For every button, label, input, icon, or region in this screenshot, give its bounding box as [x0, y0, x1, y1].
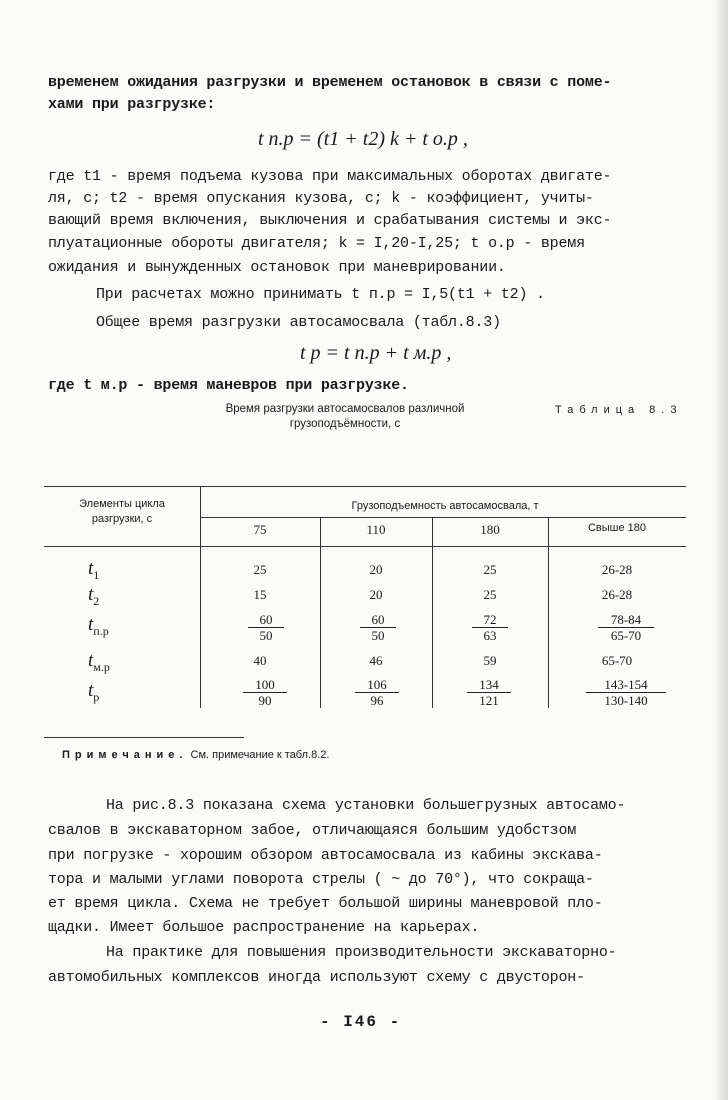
column-header: 110 — [366, 522, 386, 537]
table-cell: 25 — [253, 562, 267, 577]
table-cell: 26-28 — [601, 587, 633, 602]
text-line: свалов в экскаваторном забое, отличающаяся большим удобстзом — [48, 822, 577, 839]
header-text: Элементы цикла — [79, 498, 165, 510]
table-title — [160, 402, 530, 432]
table-title-line: грузоподъёмности, с — [289, 418, 401, 430]
row-label-t1: $t_1$ — [88, 558, 100, 582]
text-line: где t м.р - время маневров при разгрузке. — [48, 377, 409, 394]
table-title-line: Время разгрузки автосамосвалов различной — [225, 403, 465, 415]
table-col-rule — [548, 517, 549, 708]
table-cell: 40 — [253, 653, 267, 668]
text-line: временем ожидания разгрузки и временем остановок в связи с поме- — [48, 74, 612, 91]
text-line: ля, с; t2 - время опускания кузова, с; k - коэффициент, учиты- — [48, 190, 594, 207]
table-header-rule — [44, 546, 686, 547]
text-line: Общее время разгрузки автосамосвала (табл.8.3) — [96, 314, 501, 331]
page-edge-shadow — [714, 0, 728, 1100]
row-label-tr: $t_р$ — [88, 680, 100, 704]
table-fraction-cell: $\frac{134}{121}$ — [467, 677, 511, 708]
table-caption: Таблица 8.3 — [555, 404, 683, 416]
table-cell: 25 — [483, 587, 497, 602]
table-col-rule — [200, 486, 201, 708]
table-header-elements — [48, 497, 196, 527]
formula-text: t п.р = (t1 + t2) k + t о.р , — [258, 128, 468, 150]
table-cell: 15 — [253, 587, 267, 602]
table-col-rule — [432, 517, 433, 708]
text-line: автомобильных комплексов иногда используют схему с двусторон- — [48, 969, 585, 986]
table-cell: 20 — [369, 587, 383, 602]
note-text: См. примечание к табл.8.2. — [190, 749, 330, 761]
column-header: Свыше 180 — [587, 522, 647, 534]
row-label-tmr: $t_{м.р}$ — [88, 650, 110, 674]
table-fraction-cell: $\frac{72}{63}$ — [472, 612, 508, 643]
text-line: ет время цикла. Схема не требует большой ширины маневровой пло- — [48, 895, 603, 912]
table-top-rule — [44, 486, 686, 487]
table-note — [62, 749, 329, 761]
text-line: хами при разгрузке: — [48, 96, 216, 113]
text-line: щадки. Имеет большое распространение на карьерах. — [48, 919, 480, 936]
table-header-group: Грузоподъемность автосамосвала, т — [351, 500, 539, 512]
formula-unloading-time — [258, 128, 468, 151]
table-cell: 59 — [483, 653, 497, 668]
text-line: плуатационные обороты двигателя; k = I,20-I,25; t о.р - время — [48, 235, 585, 252]
text-line: На рис.8.3 показана схема установки большегрузных автосамо- — [106, 797, 626, 814]
table-fraction-cell: $\frac{78-84}{65-70}$ — [598, 612, 654, 643]
table-cell: 25 — [483, 562, 497, 577]
column-header: 180 — [480, 522, 500, 537]
note-label: Примечание. — [62, 749, 188, 761]
table-group-rule — [200, 517, 686, 518]
formula-text: t р = t п.р + t м.р , — [300, 342, 452, 364]
table-cell: 20 — [369, 562, 383, 577]
table-col-rule — [320, 517, 321, 708]
table-cell: 65-70 — [601, 653, 633, 668]
text-line: где t1 - время подъема кузова при максимальных оборотах двигате- — [48, 168, 612, 185]
text-line: ожидания и вынужденных остановок при маневрировании. — [48, 259, 506, 276]
row-label-tpr: $t_{п.р}$ — [88, 614, 109, 638]
table-fraction-cell: $\frac{106}{96}$ — [355, 677, 399, 708]
column-header: 75 — [253, 522, 267, 537]
table-fraction-cell: $\frac{143-154}{130-140}$ — [586, 677, 666, 708]
table-fraction-cell: $\frac{100}{90}$ — [243, 677, 287, 708]
header-text: разгрузки, с — [91, 513, 153, 525]
text-line: При расчетах можно принимать t п.р = I,5(t1 + t2) . — [96, 286, 545, 303]
text-line: На практике для повышения производительности экскаваторно- — [106, 944, 617, 961]
page-number: - I46 - — [320, 1013, 402, 1031]
text-line: при погрузке - хорошим обзором автосамосвала из кабины экскава- — [48, 847, 603, 864]
table-fraction-cell: $\frac{60}{50}$ — [248, 612, 284, 643]
text-line: тора и малыми углами поворота стрелы ( ~ до 70°), что сокраща- — [48, 871, 594, 888]
text-line: вающий время включения, выключения и срабатывания системы и экс- — [48, 212, 612, 229]
footnote-rule — [44, 737, 244, 738]
formula-total-time — [300, 342, 451, 365]
table-fraction-cell: $\frac{60}{50}$ — [360, 612, 396, 643]
table-cell: 46 — [369, 653, 383, 668]
row-label-t2: $t_2$ — [88, 584, 100, 608]
table-cell: 26-28 — [601, 562, 633, 577]
